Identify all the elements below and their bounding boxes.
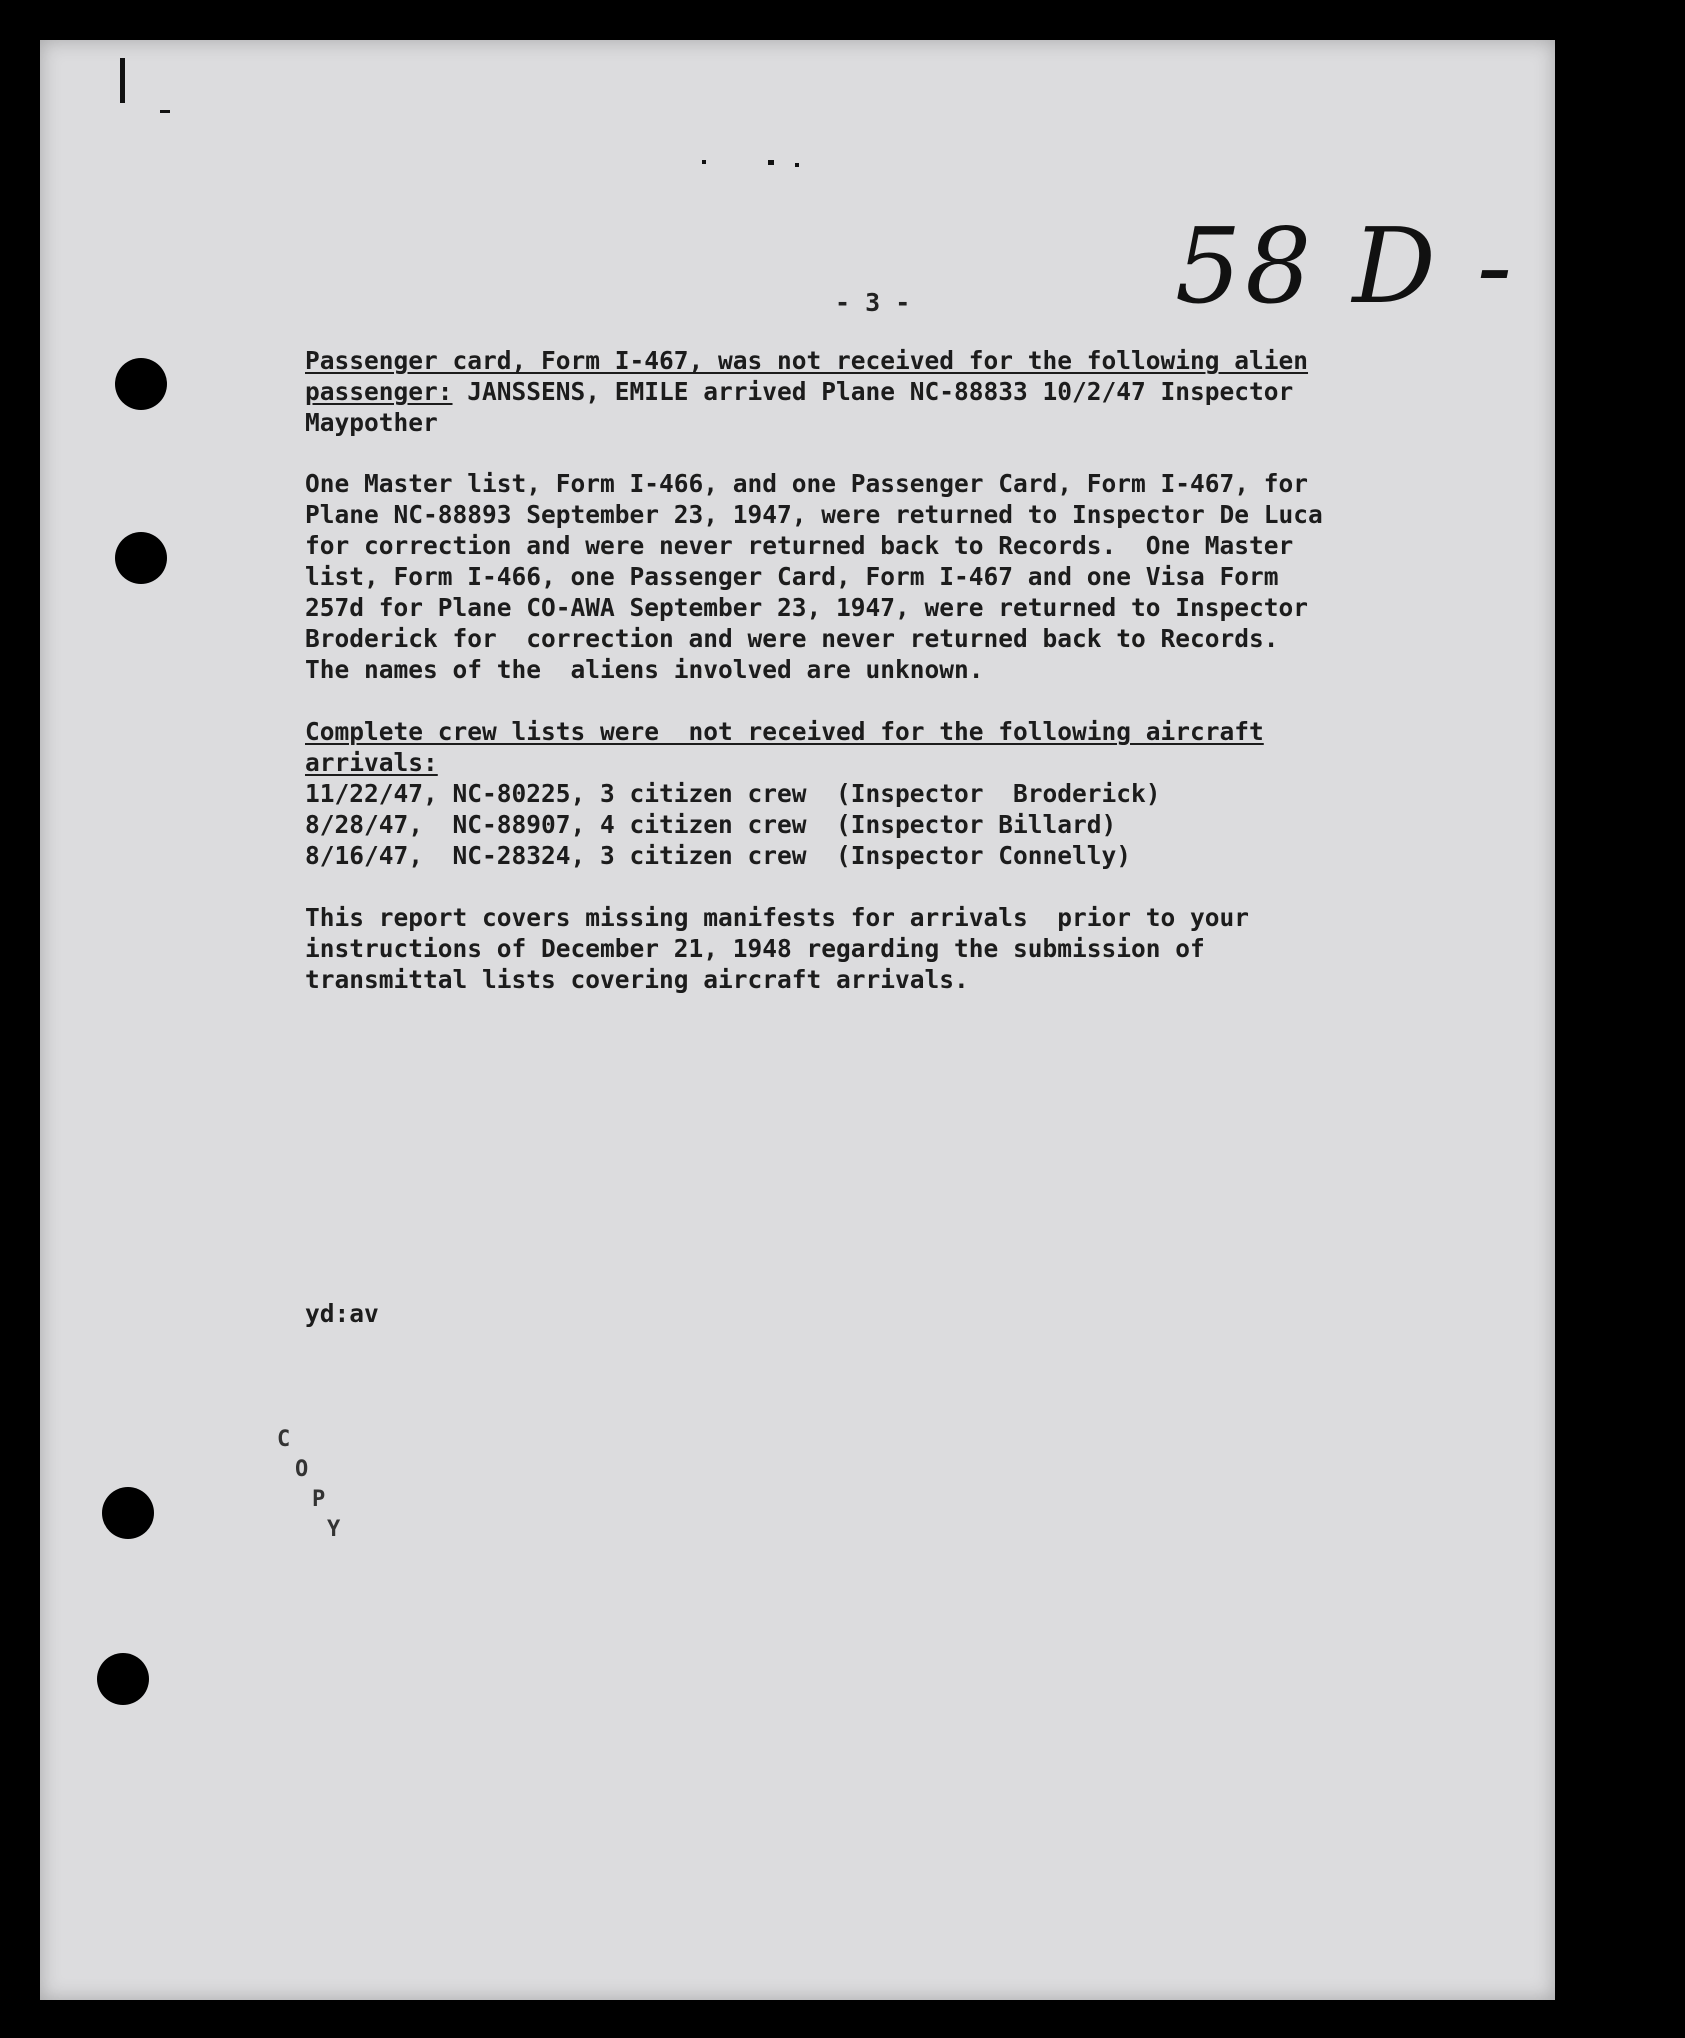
page-number: - 3 - [835, 288, 911, 317]
paragraph-line: for correction and were never returned back to Records. One Master [305, 531, 1294, 560]
document-page [40, 40, 1555, 2000]
paragraph-crew-lists [305, 716, 1415, 871]
paragraph-line: Complete crew lists were not received for the following aircraft [305, 717, 1264, 746]
paragraph-line: Broderick for correction and were never returned back to Records. [305, 624, 1279, 653]
copy-stamp-letter: Y [327, 1517, 341, 1542]
punch-hole [102, 1487, 154, 1539]
paragraph-line: The names of the aliens involved are unknown. [305, 655, 984, 684]
punch-hole [97, 1653, 149, 1705]
paragraph-returned-lists [305, 468, 1415, 685]
crew-list-row: 8/16/47, NC-28324, 3 citizen crew (Inspector Connelly) [305, 841, 1132, 870]
crew-list-row: 11/22/47, NC-80225, 3 citizen crew (Inspector Broderick) [305, 779, 1161, 808]
paragraph-missing-passenger-card [305, 345, 1415, 438]
paragraph-line: This report covers missing manifests for arrivals prior to your [305, 903, 1250, 932]
paragraph-report-scope [305, 902, 1415, 995]
scan-speck [120, 58, 125, 103]
copy-stamp-letter: C [277, 1427, 291, 1452]
copy-stamp-letter: O [295, 1457, 309, 1482]
typist-initials: yd:av [305, 1299, 379, 1328]
paragraph-line: 257d for Plane CO-AWA September 23, 1947, were returned to Inspector [305, 593, 1309, 622]
paragraph-line: list, Form I-466, one Passenger Card, Form I-467 and one Visa Form [305, 562, 1279, 591]
scan-speck [768, 160, 774, 165]
paragraph-line: Maypother [305, 408, 438, 437]
handwritten-mark: 58 D - [1175, 205, 1516, 327]
paragraph-line: Plane NC-88893 September 23, 1947, were returned to Inspector De Luca [305, 500, 1323, 529]
paragraph-line: arrivals: [305, 748, 438, 777]
paragraph-line: instructions of December 21, 1948 regarding the submission of [305, 934, 1205, 963]
punch-hole [115, 358, 167, 410]
scan-speck [795, 163, 799, 167]
paragraph-line: transmittal lists covering aircraft arrivals. [305, 965, 969, 994]
paragraph-line: JANSSENS, EMILE arrived Plane NC-88833 10/2/47 Inspector [452, 377, 1294, 406]
paragraph-line: One Master list, Form I-466, and one Passenger Card, Form I-467, for [305, 469, 1309, 498]
paragraph-line: Passenger card, Form I-467, was not received for the following alien [305, 346, 1309, 375]
copy-stamp-letter: P [312, 1487, 326, 1512]
crew-list-row: 8/28/47, NC-88907, 4 citizen crew (Inspector Billard) [305, 810, 1117, 839]
scan-speck [160, 110, 170, 113]
heading-text: passenger: [305, 377, 453, 406]
punch-hole [115, 532, 167, 584]
scan-speck [702, 160, 706, 164]
